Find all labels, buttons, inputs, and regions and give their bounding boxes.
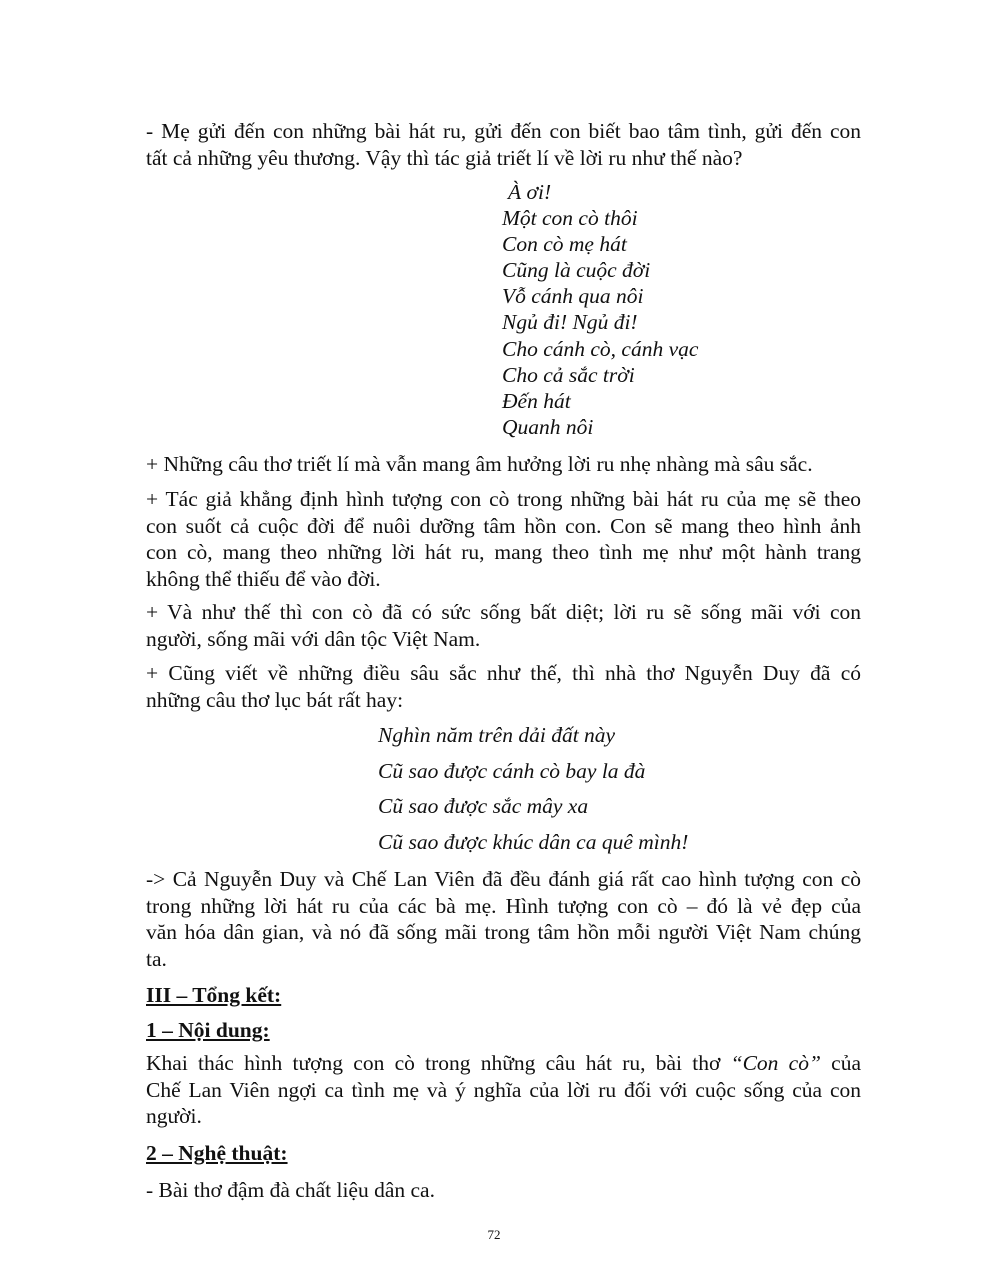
text-line: những câu thơ lục bát rất hay:	[146, 687, 404, 712]
text-line: - Mẹ gửi đến con những bài hát ru, gửi đến con biết bao tâm tình, gửi đến con	[146, 119, 861, 143]
paragraph-philosophy	[146, 451, 861, 478]
text-line: Khai thác hình tượng con cò trong những câu hát ru, bài thơ “Con cò” của	[146, 1051, 862, 1075]
text-line: + Những câu thơ triết lí mà vẫn mang âm hưởng lời ru nhẹ nhàng mà sâu sắc.	[146, 452, 813, 476]
paragraph-lullaby-question	[146, 118, 861, 171]
poem-line: Cũ sao được cánh cò bay la đà	[378, 758, 646, 783]
poem-line: Đến hát	[502, 388, 571, 413]
paragraph-conclusion	[146, 866, 861, 972]
paragraph-eternal-life	[146, 599, 861, 652]
text-line: người, sống mãi với dân tộc Việt Nam.	[146, 626, 481, 651]
text-line: tất cả những yêu thương. Vậy thì tác giả triết lí về lời ru như thế nào?	[146, 145, 743, 170]
paragraph-nguyen-duy	[146, 660, 861, 713]
poem-line: Cho cả sắc trời	[502, 362, 635, 387]
poem-excerpt-nguyen-duy	[378, 718, 688, 860]
text-line: người.	[146, 1104, 202, 1128]
poem-line: Nghìn năm trên dải đất này	[378, 723, 616, 747]
poem-line: Quanh nôi	[502, 414, 594, 439]
poem-excerpt-che-lan-vien	[502, 179, 698, 440]
poem-line: Cũ sao được khúc dân ca quê mình!	[378, 829, 689, 854]
poem-line: Cho cánh cò, cánh vạc	[502, 336, 699, 361]
poem-line: Con cò mẹ hát	[502, 232, 627, 257]
text-line: + Tác giả khẳng định hình tượng con cò trong những bài hát ru của mẹ sẽ theo	[146, 487, 861, 511]
poem-line: Cũng là cuộc đời	[502, 258, 651, 283]
poem-title: “Con cò”	[730, 1051, 821, 1075]
text-line: + Cũng viết về những điều sâu sắc như thế, thì nhà thơ Nguyễn Duy đã có	[146, 661, 861, 685]
text-line: con suốt cả cuộc đời để nuôi dưỡng tâm hồn con. Con sẽ mang theo hình ảnh	[146, 513, 861, 538]
poem-line: Ngủ đi! Ngủ đi!	[502, 310, 638, 335]
text-line: trong những lời hát ru của các bà mẹ. Hình tượng con cò – đó là vẻ đẹp của	[146, 893, 861, 918]
text-line: không thể thiếu để vào đời.	[146, 566, 381, 591]
section-heading-art: 2 – Nghệ thuật:	[146, 1141, 288, 1165]
paragraph-content-summary	[146, 1050, 861, 1130]
text-line: văn hóa dân gian, và nó đã sống mãi trong tâm hồn mỗi người Việt Nam chúng	[146, 920, 861, 944]
poem-line: À ơi!	[508, 180, 552, 204]
text-line: con cò, mang theo những lời hát ru, mang theo tình mẹ như một hành trang	[146, 540, 861, 564]
text-line: + Và như thế thì con cò đã có sức sống bất diệt; lời ru sẽ sống mãi với con	[146, 600, 861, 624]
poem-line: Cũ sao được sắc mây xa	[378, 794, 589, 819]
text-line: ta.	[146, 946, 167, 971]
paragraph-art-summary: - Bài thơ đậm đà chất liệu dân ca.	[146, 1178, 435, 1202]
text-line: -> Cả Nguyễn Duy và Chế Lan Viên đã đều đánh giá rất cao hình tượng con cò	[146, 867, 861, 891]
page-number: 72	[487, 1227, 501, 1242]
poem-line: Một con cò thôi	[502, 206, 638, 231]
paragraph-affirmation	[146, 486, 861, 592]
poem-line: Vỗ cánh qua nôi	[502, 284, 644, 309]
section-heading-summary: III – Tổng kết:	[146, 983, 282, 1007]
section-heading-content: 1 – Nội dung:	[146, 1018, 270, 1042]
text-line: Chế Lan Viên ngợi ca tình mẹ và ý nghĩa của lời ru đối với cuộc sống của con	[146, 1077, 861, 1102]
